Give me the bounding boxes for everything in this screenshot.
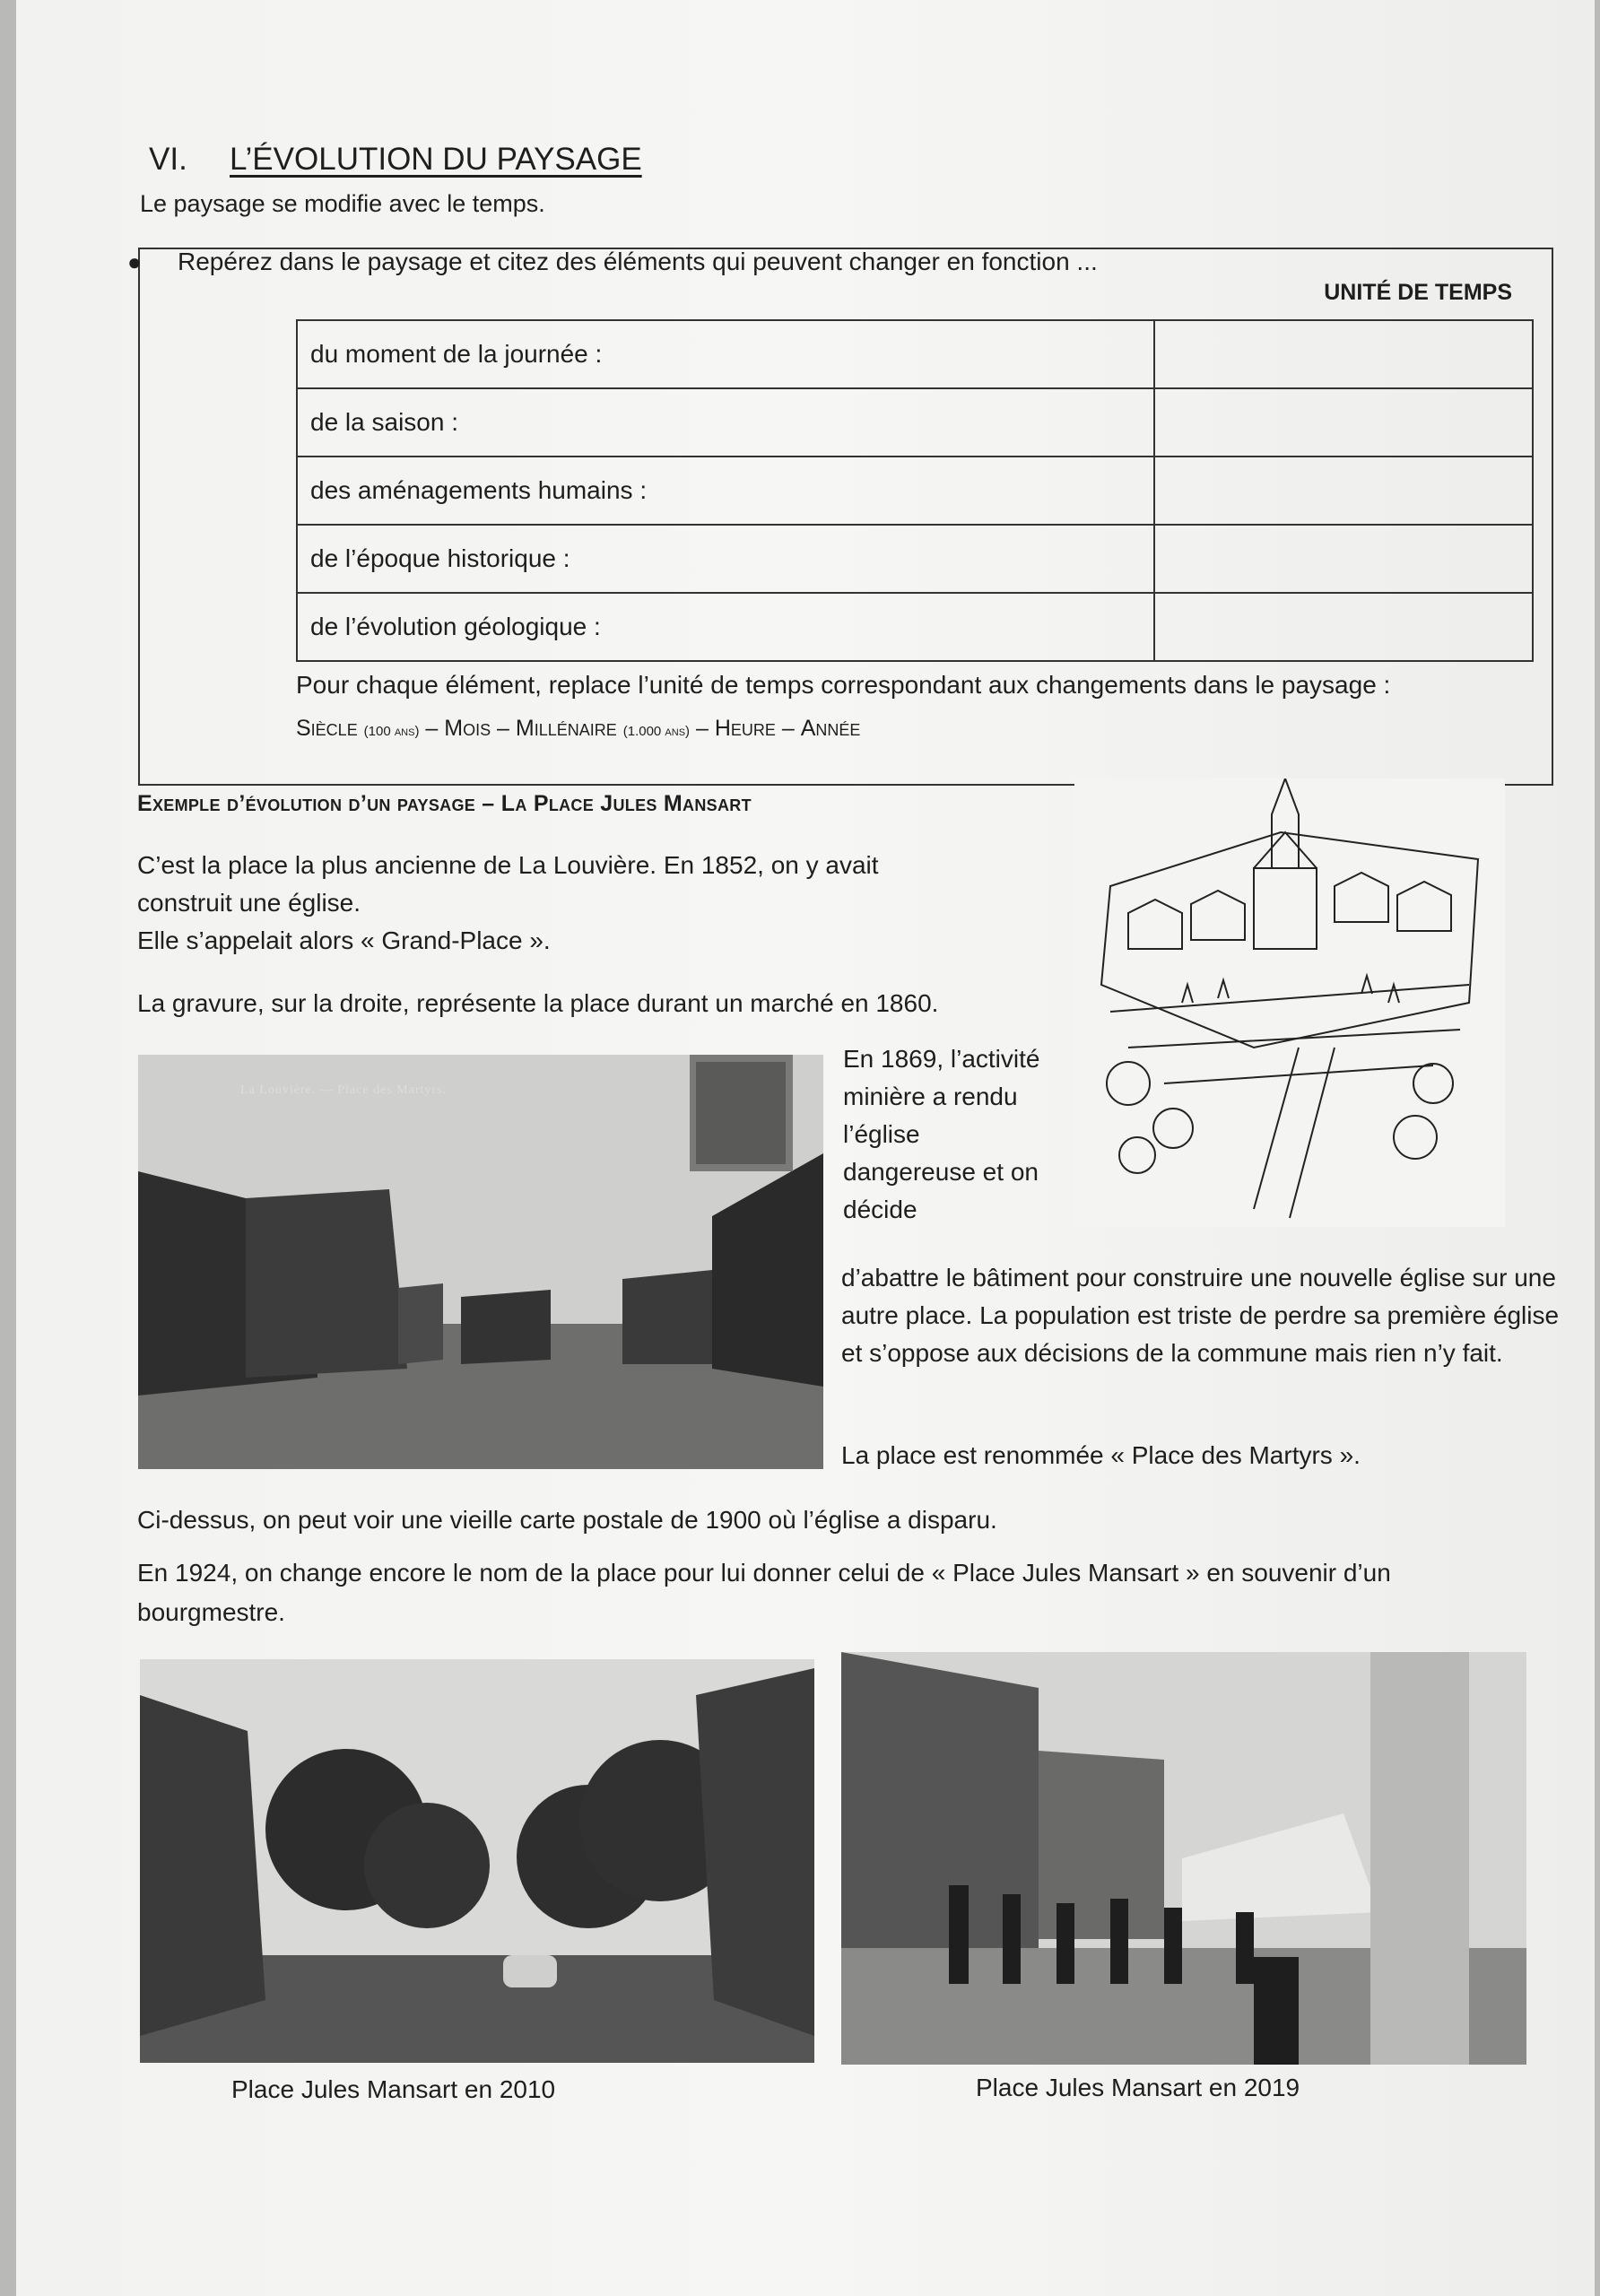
row-label: de la saison : [297, 388, 1154, 457]
postcard-caption: La Louvière. — Place des Martyrs. [240, 1083, 448, 1097]
caption-2019: Place Jules Mansart en 2019 [976, 2074, 1300, 2101]
evolution-table [296, 319, 1534, 662]
section-intro: Le paysage se modifie avec le temps. [140, 190, 545, 217]
unit-answer-cell[interactable] [1154, 525, 1533, 593]
photo-2019-drawing [841, 1652, 1526, 2065]
time-units-list [296, 716, 860, 742]
photo-2010 [140, 1659, 814, 2063]
engraving-image [1074, 778, 1505, 1227]
table-row [297, 457, 1533, 525]
photo-2019 [841, 1652, 1526, 2065]
example-heading: Exemple d’évolution d’un paysage – La Place Jules Mansart [137, 791, 752, 816]
section-title [149, 142, 642, 178]
paragraph-text: Elle s’appelait alors « Grand-Place ». [137, 926, 551, 954]
unit-separator: – [491, 716, 516, 741]
instruction-text: Repérez dans le paysage et citez des éléments qui peuvent changer en fonction ... [178, 248, 1098, 275]
unit-answer-cell[interactable] [1154, 320, 1533, 388]
table-row [297, 525, 1533, 593]
postcard-image-1900 [138, 1055, 823, 1469]
row-label: de l’époque historique : [297, 525, 1154, 593]
unit-millenaire: Millénaire [515, 716, 617, 741]
paragraph-renamed: La place est renommée « Place des Martyrs ». [841, 1441, 1361, 1469]
photo-2010-drawing [140, 1659, 814, 2063]
row-label: des aménagements humains : [297, 457, 1154, 525]
table-row [297, 320, 1533, 388]
section-heading: L’ÉVOLUTION DU PAYSAGE [230, 142, 642, 177]
unit-millenaire-note: (1.000 ans) [622, 724, 691, 739]
exercise-note: Pour chaque élément, replace l’unité de temps correspondant aux changements dans le paysage : [296, 671, 1391, 699]
unit-heure: Heure [714, 716, 776, 741]
caption-2010: Place Jules Mansart en 2010 [231, 2075, 556, 2103]
worksheet-page [16, 0, 1595, 2296]
section-number: VI. [149, 142, 187, 177]
unit-answer-cell[interactable] [1154, 388, 1533, 457]
paragraph-demolition: d’abattre le bâtiment pour construire une nouvelle église sur une autre place. La population est triste de perdre sa première église et s’oppose aux décisions de la commune mais rien n’y fait. [841, 1264, 1560, 1367]
paragraph-history [137, 847, 962, 960]
table-row [297, 388, 1533, 457]
exercise-instruction [127, 248, 1098, 276]
unit-separator: – [775, 716, 801, 741]
unit-column-header: UNITÉ DE TEMPS [1324, 280, 1512, 305]
paragraph-1869: En 1869, l’activité minière a rendu l’église dangereuse et on décide [843, 1045, 1040, 1223]
unit-annee: Année [800, 716, 861, 741]
paragraph-1924: En 1924, on change encore le nom de la place pour lui donner celui de « Place Jules Mansart » en souvenir d’un bourgmestre. [137, 1559, 1391, 1626]
row-label: du moment de la journée : [297, 320, 1154, 388]
unit-answer-cell[interactable] [1154, 593, 1533, 661]
postcard-drawing [138, 1055, 823, 1469]
paragraph-engraving: La gravure, sur la droite, représente la place durant un marché en 1860. [137, 989, 939, 1017]
unit-mois: Mois [444, 716, 491, 741]
unit-separator: – [690, 716, 715, 741]
bullet-icon: ● [127, 248, 142, 275]
unit-answer-cell[interactable] [1154, 457, 1533, 525]
unit-separator: – [419, 716, 445, 741]
unit-siecle: Siècle [296, 716, 358, 741]
unit-siecle-note: (100 ans) [363, 724, 420, 739]
paragraph-text: C’est la place la plus ancienne de La Louvière. En 1852, on y avait construit une église. [137, 851, 879, 917]
paragraph-postcard: Ci-dessus, on peut voir une vieille carte postale de 1900 où l’église a disparu. [137, 1506, 997, 1534]
row-label: de l’évolution géologique : [297, 593, 1154, 661]
table-row [297, 593, 1533, 661]
engraving-drawing [1074, 778, 1505, 1227]
